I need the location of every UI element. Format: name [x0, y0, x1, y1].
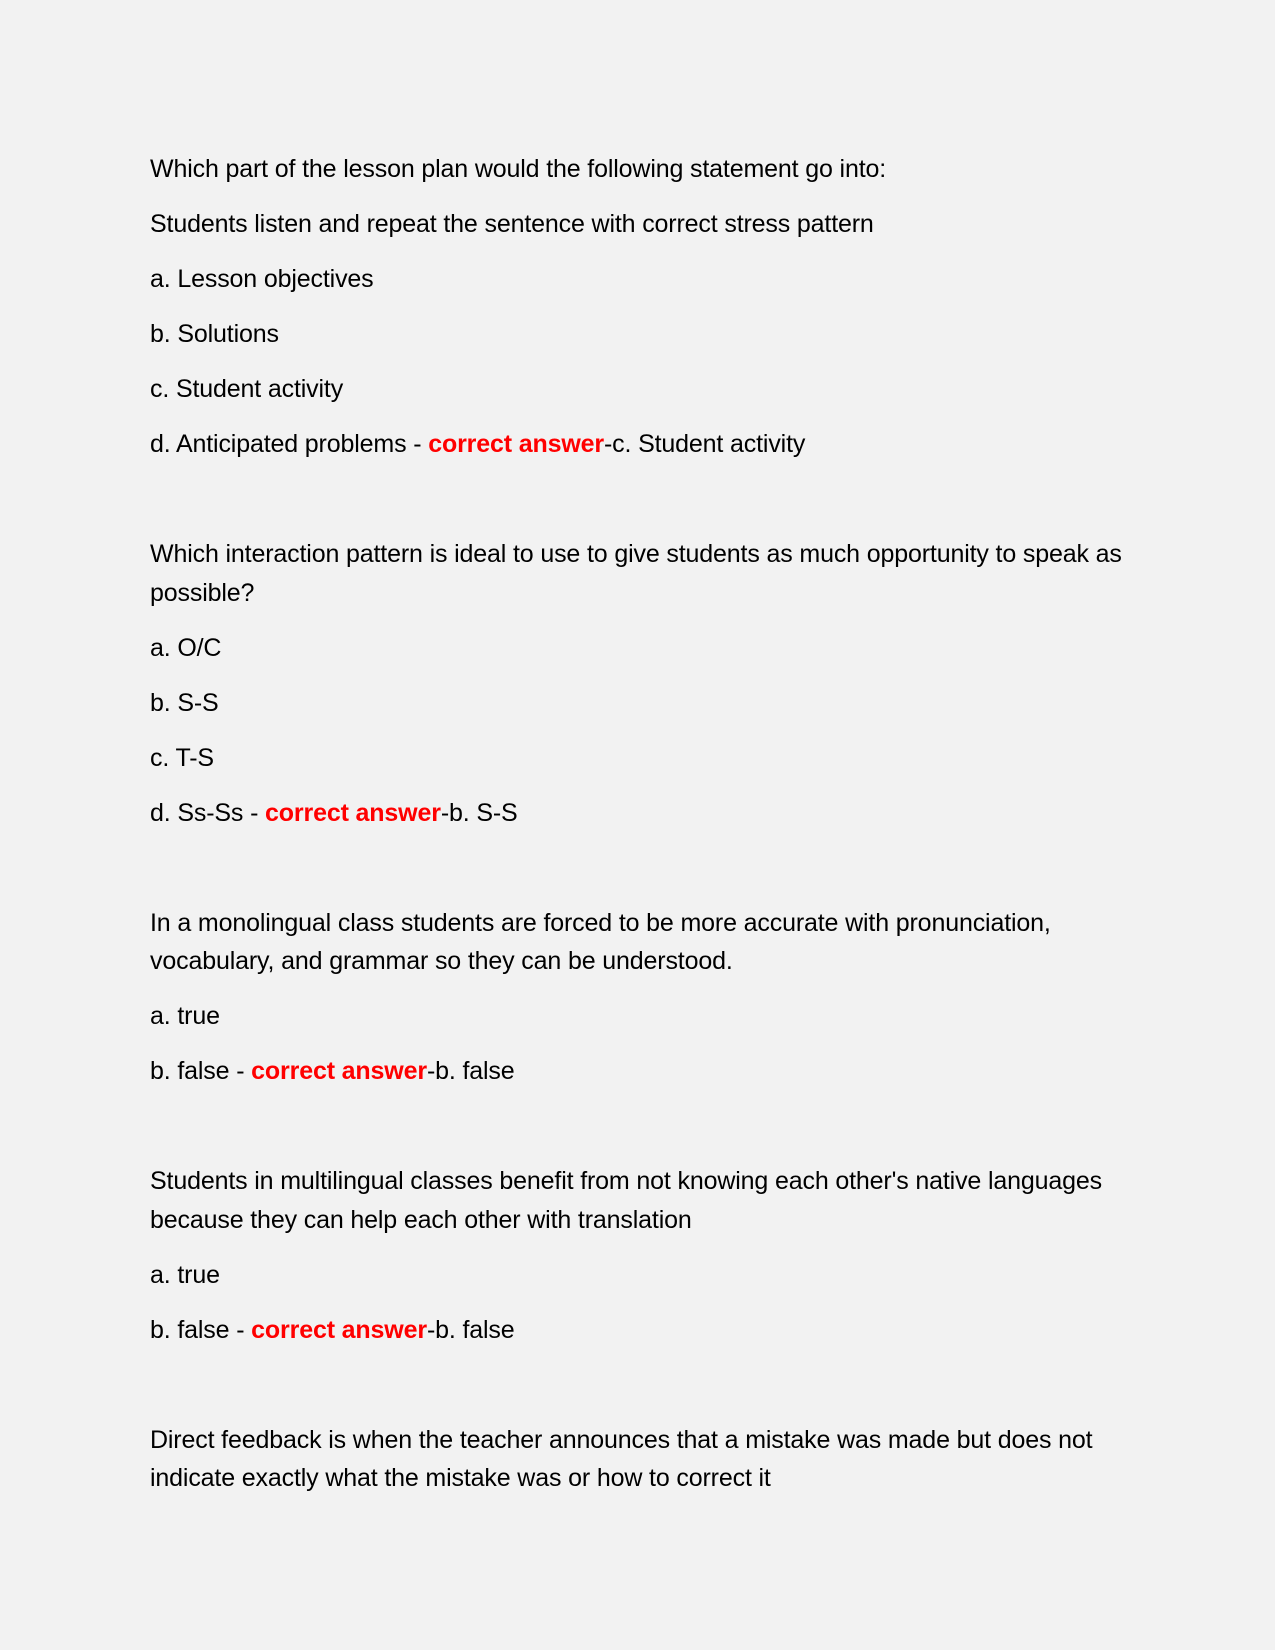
question-prompt: Students in multilingual classes benefit from not knowing each other's native languages because they can help each other with translation: [150, 1167, 1103, 1234]
question-spacer: [150, 849, 1150, 904]
question-spacer: [150, 1366, 1150, 1421]
correct-answer-label: correct answer: [428, 430, 604, 458]
option-b: b. S-S: [150, 688, 219, 717]
answer-value: -c. Student activity: [603, 430, 806, 458]
question-spacer: [150, 480, 1150, 535]
option-b: b. Solutions: [150, 320, 279, 348]
question-spacer: [150, 1107, 1150, 1162]
question-prompt: Which interaction pattern is ideal to use to give students as much opportunity to speak as possible?: [150, 540, 1122, 607]
answer-value: -b. false: [426, 1315, 515, 1344]
correct-answer-label: correct answer: [251, 1057, 427, 1085]
document-page: [150, 150, 1150, 1514]
option-c: c. T-S: [150, 743, 214, 772]
question-3: [150, 904, 1150, 1091]
option-d: d. Ss-Ss -: [150, 798, 266, 827]
question-statement: Students listen and repeat the sentence with correct stress pattern: [150, 210, 874, 238]
correct-answer-label: correct answer: [265, 798, 441, 827]
question-5: [150, 1421, 1150, 1498]
question-prompt: Which part of the lesson plan would the following statement go into:: [150, 155, 887, 183]
option-a: a. true: [150, 1260, 220, 1289]
option-a: a. O/C: [150, 633, 222, 662]
question-prompt: Direct feedback is when the teacher announces that a mistake was made but does not indicate exactly what the mistake was or how to correct it: [150, 1425, 1093, 1492]
option-b-with-answer: [150, 1311, 1150, 1350]
option-a: a. Lesson objectives: [150, 265, 374, 293]
question-1: [150, 150, 1150, 464]
answer-value: -b. S-S: [440, 798, 518, 827]
option-a: a. true: [150, 1002, 220, 1030]
correct-answer-label: correct answer: [251, 1315, 427, 1344]
option-b: b. false -: [150, 1057, 252, 1085]
option-b: b. false -: [150, 1315, 252, 1344]
question-prompt: In a monolingual class students are forced to be more accurate with pronunciation, vocabulary, and grammar so they can be understood.: [150, 908, 1051, 975]
question-2: [150, 535, 1150, 832]
option-d-with-answer: [150, 425, 1150, 464]
option-d-with-answer: [150, 794, 1150, 833]
answer-value: -b. false: [426, 1057, 515, 1085]
option-d: d. Anticipated problems -: [150, 430, 429, 458]
option-c: c. Student activity: [150, 375, 344, 403]
question-4: [150, 1162, 1150, 1349]
option-b-with-answer: [150, 1052, 1150, 1091]
